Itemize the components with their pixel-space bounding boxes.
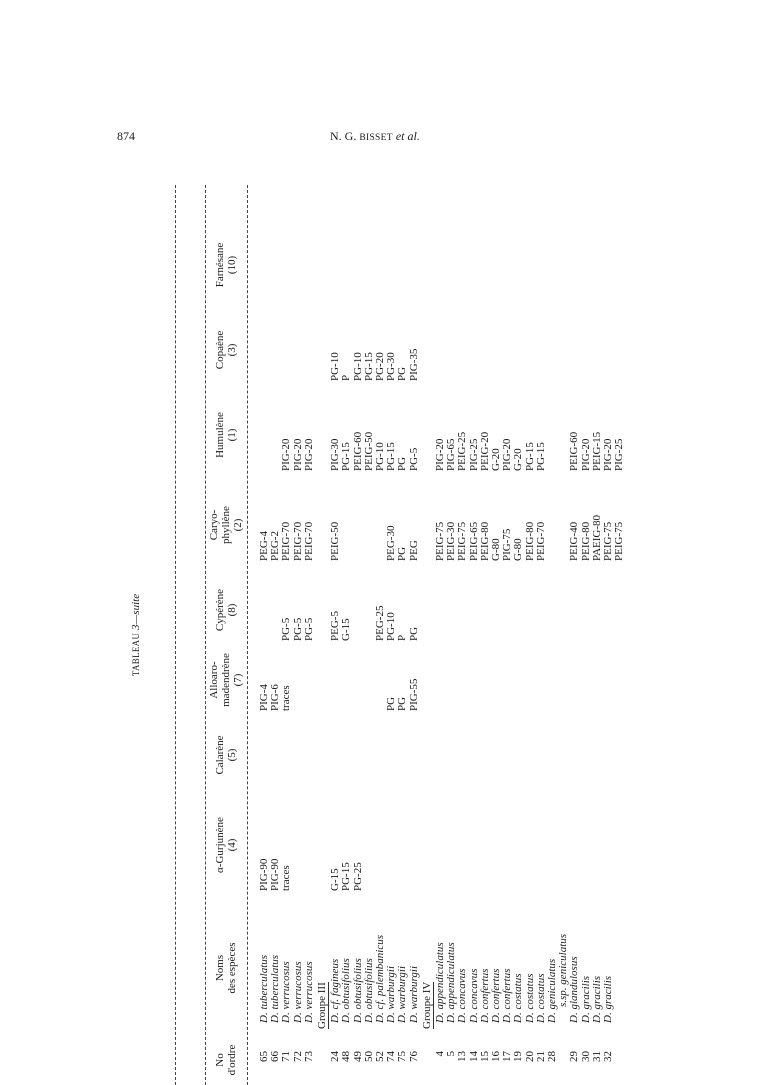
species-name-cell: D. glandulosus xyxy=(568,956,581,1023)
value-cell-gurjunene: traces xyxy=(280,865,293,891)
value-cell-caryo: PEIG-70 xyxy=(302,521,315,561)
order-number-cell: 13 xyxy=(456,1051,469,1062)
species-name-cell: D. cf. palembanicus xyxy=(374,935,386,1023)
order-number-cell: 4 xyxy=(434,1051,446,1057)
group-heading: Groupe III xyxy=(316,982,328,1029)
value-cell-cyperene: PEG-25 xyxy=(374,605,386,641)
column-header-farnesane xyxy=(214,225,238,305)
value-cell-humulene: PEIG-20 xyxy=(478,431,491,471)
order-number-cell: 48 xyxy=(340,1051,353,1062)
value-cell-gurjunene: PIG-90 xyxy=(269,858,282,891)
column-header-humulene xyxy=(214,395,238,475)
value-cell-humulene: PEIG-15 xyxy=(590,431,603,471)
table-caption-label: TABLEAU xyxy=(131,632,141,677)
column-header-line: (2) xyxy=(232,518,244,532)
column-header-caryo xyxy=(208,485,244,565)
value-cell-caryo: PEIG-75 xyxy=(434,521,446,561)
value-cell-caryo: PEG-2 xyxy=(269,531,282,561)
value-cell-humulene: PG-15 xyxy=(523,442,536,471)
value-cell-gurjunene: G-15 xyxy=(329,868,342,891)
species-name-cell: D. cf. fagineus xyxy=(329,958,342,1023)
value-cell-caryo: PEIG-65 xyxy=(467,521,480,561)
value-cell-alloaro: PIG-4 xyxy=(258,684,270,711)
species-name-cell: D. gracilis xyxy=(590,975,603,1023)
species-name-cell: D. confertus xyxy=(490,968,502,1023)
column-header-copaene xyxy=(214,315,238,385)
value-cell-copaene: PG-15 xyxy=(362,352,375,381)
order-number-cell: 73 xyxy=(302,1051,315,1062)
column-header-line: (10) xyxy=(226,255,238,275)
column-header-alloaro xyxy=(208,645,244,715)
value-cell-cyperene: G-15 xyxy=(340,618,353,641)
order-number-cell: 66 xyxy=(269,1051,282,1062)
value-cell-caryo: PEIG-80 xyxy=(579,521,592,561)
column-header-cyperene xyxy=(214,575,238,645)
species-name-cell: D. warburgii xyxy=(385,965,398,1023)
order-number-cell: 74 xyxy=(385,1051,398,1062)
column-header-species xyxy=(214,903,238,1033)
value-cell-humulene: PIG-20 xyxy=(501,438,514,471)
value-cell-alloaro: PG xyxy=(396,696,409,711)
value-cell-caryo: PEIG-75 xyxy=(602,521,614,561)
column-header-line: Calarène xyxy=(214,735,226,775)
species-name-cell: D. verrucosus xyxy=(302,961,315,1023)
value-cell-copaene: PIG-35 xyxy=(407,348,420,381)
value-cell-cyperene: P xyxy=(396,634,409,641)
value-cell-alloaro: PIG-55 xyxy=(407,678,420,711)
species-name-cell: D. confertus xyxy=(501,968,514,1023)
value-cell-cyperene: PEG-5 xyxy=(329,611,342,641)
column-header-line: No xyxy=(214,1053,226,1067)
order-number-cell: 19 xyxy=(512,1051,525,1062)
order-number-cell: 24 xyxy=(329,1051,342,1062)
value-cell-humulene: G-20 xyxy=(512,448,525,471)
value-cell-copaene: PG-20 xyxy=(374,352,386,381)
order-number-cell: 14 xyxy=(467,1051,480,1062)
species-name-cell: D. concavus xyxy=(467,968,480,1023)
value-cell-cyperene: PG xyxy=(407,626,420,641)
value-cell-humulene: PIG-25 xyxy=(613,438,626,471)
value-cell-copaene: PG xyxy=(396,366,409,381)
species-name-cell: D. costatus xyxy=(523,973,536,1023)
value-cell-humulene: PIG-20 xyxy=(434,438,446,471)
column-header-line: (8) xyxy=(226,603,238,617)
running-head-author: N. G. xyxy=(330,129,360,143)
order-number-cell: 17 xyxy=(501,1051,514,1062)
column-header-line: (1) xyxy=(226,428,238,442)
species-name-cell: D. obtusifolius xyxy=(362,958,375,1023)
value-cell-caryo: PEIG-80 xyxy=(523,521,536,561)
table-caption-suffix: 3—suite xyxy=(130,593,142,633)
value-cell-gurjunene: PG-25 xyxy=(351,862,364,891)
column-header-line: (5) xyxy=(226,748,238,762)
value-cell-caryo: PAEIG-80 xyxy=(590,514,603,561)
column-header-line: α-Gurjunène xyxy=(214,817,226,873)
column-header-line: Humulène xyxy=(214,412,226,458)
value-cell-cyperene: PG-10 xyxy=(385,612,398,641)
value-cell-caryo: PEG-30 xyxy=(385,525,398,561)
rotated-data-table xyxy=(130,185,768,1085)
species-name-cell: D. obtusifolius xyxy=(340,958,353,1023)
order-number-cell: 15 xyxy=(478,1051,491,1062)
species-name-cell: D. confertus xyxy=(478,968,491,1023)
value-cell-humulene: PIG-20 xyxy=(302,438,315,471)
page-number: 874 xyxy=(117,129,135,143)
value-cell-humulene: PG-15 xyxy=(534,442,547,471)
order-number-cell: 72 xyxy=(291,1051,304,1062)
value-cell-copaene: PG-30 xyxy=(385,352,398,381)
order-number-cell: 76 xyxy=(407,1051,420,1062)
value-cell-cyperene: PG-5 xyxy=(302,617,315,641)
column-header-line: phyllène xyxy=(220,506,232,544)
value-cell-caryo: PEG xyxy=(407,540,420,561)
value-cell-humulene: PIG-65 xyxy=(445,438,458,471)
value-cell-alloaro: traces xyxy=(280,685,293,711)
value-cell-humulene: PG-5 xyxy=(407,447,420,471)
table-header-bottom-rule xyxy=(247,185,248,1085)
column-header-line: Farnésane xyxy=(214,242,226,288)
column-header-line: Copaène xyxy=(214,330,226,370)
species-name-cell: s.sp. geniculatus xyxy=(557,933,570,1007)
value-cell-humulene: PG-15 xyxy=(385,442,398,471)
value-cell-gurjunene: PG-15 xyxy=(340,862,353,891)
value-cell-gurjunene: PIG-90 xyxy=(258,858,270,891)
order-number-cell: 5 xyxy=(445,1051,458,1057)
column-header-line: d'ordre xyxy=(226,1044,238,1076)
value-cell-alloaro: PIG-6 xyxy=(269,684,282,711)
value-cell-caryo: G-80 xyxy=(490,538,502,561)
species-name-cell: D. gracilis xyxy=(579,975,592,1023)
value-cell-caryo: PEIG-75 xyxy=(456,521,469,561)
value-cell-humulene: PG-15 xyxy=(340,442,353,471)
value-cell-caryo: PG xyxy=(396,546,409,561)
species-name-cell: D. verrucosus xyxy=(291,961,304,1023)
species-name-cell: D. appendiculatus xyxy=(445,942,458,1023)
value-cell-humulene: PEIG-50 xyxy=(362,431,375,471)
running-head-etal: et al. xyxy=(392,129,420,143)
value-cell-cyperene: PG-5 xyxy=(280,617,293,641)
value-cell-humulene: PG xyxy=(396,456,409,471)
order-number-cell: 16 xyxy=(490,1051,502,1062)
species-name-cell: D. tuberculatus xyxy=(269,954,282,1023)
order-number-cell: 50 xyxy=(362,1051,375,1062)
value-cell-humulene: PEIG-60 xyxy=(351,431,364,471)
value-cell-humulene: PIG-30 xyxy=(329,438,342,471)
value-cell-caryo: PEIG-70 xyxy=(280,521,293,561)
column-header-line: Caryo- xyxy=(208,509,220,541)
order-number-cell: 30 xyxy=(579,1051,592,1062)
group-heading: Groupe IV xyxy=(420,981,433,1029)
order-number-cell: 71 xyxy=(280,1051,293,1062)
value-cell-copaene: PG-10 xyxy=(329,352,342,381)
value-cell-humulene: PIG-20 xyxy=(291,438,304,471)
value-cell-caryo: PEIG-50 xyxy=(329,521,342,561)
species-name-cell: D. verrucosus xyxy=(280,961,293,1023)
value-cell-humulene: PG-10 xyxy=(374,442,386,471)
column-header-no xyxy=(214,1035,238,1085)
order-number-cell: 28 xyxy=(546,1051,558,1062)
column-header-line: Alloaro- xyxy=(208,661,220,699)
value-cell-humulene: PEIG-60 xyxy=(568,431,581,471)
species-name-cell: D. costatus xyxy=(512,973,525,1023)
species-name-cell: D. concavus xyxy=(456,968,469,1023)
table-caption xyxy=(131,185,142,1085)
value-cell-caryo: PEG-4 xyxy=(258,531,270,561)
column-header-line: (7) xyxy=(232,673,244,687)
value-cell-humulene: G-20 xyxy=(490,448,502,471)
running-head-author-smallcaps: BISSET xyxy=(359,133,393,143)
order-number-cell: 49 xyxy=(351,1051,364,1062)
value-cell-caryo: PEIG-40 xyxy=(568,521,581,561)
value-cell-caryo: PIG-75 xyxy=(501,528,514,561)
order-number-cell: 21 xyxy=(534,1051,547,1062)
order-number-cell: 20 xyxy=(523,1051,536,1062)
table-top-rule xyxy=(175,185,176,1085)
value-cell-caryo: PEIG-80 xyxy=(478,521,491,561)
value-cell-alloaro: PG xyxy=(385,696,398,711)
column-header-line: Noms xyxy=(214,954,226,982)
value-cell-humulene: PIG-20 xyxy=(602,438,614,471)
order-number-cell: 31 xyxy=(590,1051,603,1062)
column-header-line: madendrène xyxy=(220,653,232,707)
value-cell-copaene: PG-10 xyxy=(351,352,364,381)
species-name-cell: D. costatus xyxy=(534,973,547,1023)
species-name-cell: D. appendiculatus xyxy=(434,942,446,1023)
value-cell-cyperene: PG-5 xyxy=(291,617,304,641)
value-cell-caryo: PEIG-75 xyxy=(613,521,626,561)
value-cell-humulene: PIG-20 xyxy=(579,438,592,471)
value-cell-caryo: PEIG-30 xyxy=(445,521,458,561)
species-name-cell: D. warburgii xyxy=(407,965,420,1023)
running-head xyxy=(330,129,420,144)
value-cell-caryo: G-80 xyxy=(512,538,525,561)
value-cell-humulene: PEIG-25 xyxy=(456,431,469,471)
order-number-cell: 65 xyxy=(258,1051,270,1062)
column-header-line: des espèces xyxy=(226,942,238,994)
value-cell-caryo: PEIG-70 xyxy=(291,521,304,561)
column-header-line: Cypérène xyxy=(214,588,226,632)
order-number-cell: 32 xyxy=(602,1051,614,1062)
value-cell-copaene: P xyxy=(340,374,353,381)
species-name-cell: D. geniculatus xyxy=(546,958,558,1023)
value-cell-humulene: PIG-25 xyxy=(467,438,480,471)
order-number-cell: 52 xyxy=(374,1051,386,1062)
column-header-calarene xyxy=(214,725,238,785)
column-header-gurjunene xyxy=(214,795,238,895)
value-cell-humulene: PIG-20 xyxy=(280,438,293,471)
species-name-cell: D. warburgii xyxy=(396,965,409,1023)
species-name-cell: D. tuberculatus xyxy=(258,954,270,1023)
species-name-cell: D. gracilis xyxy=(602,975,614,1023)
species-name-cell: D. obtusifolius xyxy=(351,958,364,1023)
column-header-line: (3) xyxy=(226,343,238,357)
table-header-top-rule xyxy=(205,185,206,1085)
order-number-cell: 75 xyxy=(396,1051,409,1062)
value-cell-caryo: PEIG-70 xyxy=(534,521,547,561)
order-number-cell: 29 xyxy=(568,1051,581,1062)
column-header-line: (4) xyxy=(226,838,238,852)
